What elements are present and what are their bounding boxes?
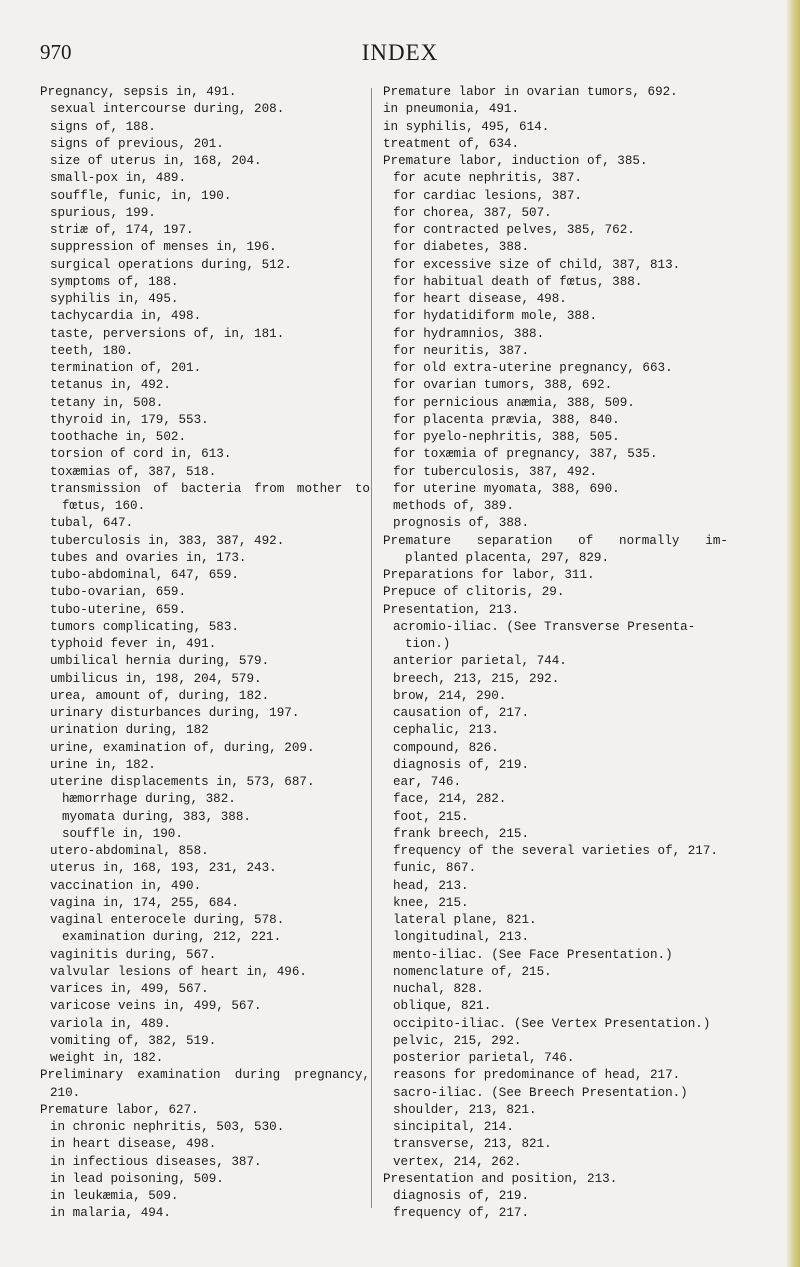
- index-heading-entry: Prepuce of clitoris, 29.: [383, 585, 565, 600]
- index-subentry: in leukæmia, 509.: [50, 1189, 179, 1203]
- index-word: pregnancy,: [294, 1068, 370, 1083]
- index-subentry: nuchal, 828.: [393, 982, 484, 996]
- index-subentry: tion.): [405, 637, 451, 651]
- index-subentry: for neuritis, 387.: [393, 343, 530, 358]
- index-subentry: head, 213.: [393, 878, 469, 893]
- index-heading-entry: in syphilis, 495, 614.: [383, 119, 550, 134]
- index-subentry: tubes and ovaries in, 173.: [50, 550, 247, 565]
- index-subentry: signs of previous, 201.: [50, 136, 224, 151]
- index-column-left: [40, 84, 370, 1223]
- index-subentry: frank breech, 215.: [393, 826, 530, 841]
- index-subentry: tuberculosis in, 383, 387, 492.: [50, 533, 285, 548]
- index-subentry: suppression of menses in, 196.: [50, 240, 277, 255]
- index-subentry: thyroid in, 179, 553.: [50, 412, 209, 427]
- index-subentry: valvular lesions of heart in, 496.: [50, 964, 307, 979]
- index-column-right: [383, 84, 728, 1223]
- index-subentry: vagina in, 174, 255, 684.: [50, 895, 239, 910]
- index-subentry: lateral plane, 821.: [393, 913, 537, 927]
- index-subentry: diagnosis of, 219.: [393, 1189, 530, 1203]
- index-word: Preliminary: [40, 1068, 124, 1083]
- index-subentry: for acute nephritis, 387.: [393, 171, 582, 186]
- index-subentry: sincipital, 214.: [393, 1120, 514, 1134]
- index-subentry: diagnosis of, 219.: [393, 757, 530, 772]
- index-heading-entry: Presentation and position, 213.: [383, 1171, 618, 1186]
- index-subentry: tubo-abdominal, 647, 659.: [50, 568, 239, 582]
- index-subentry: in chronic nephritis, 503, 530.: [50, 1120, 285, 1134]
- index-subentry: tubal, 647.: [50, 516, 134, 531]
- index-subentry: sacro-iliac. (See Breech Presentation.): [393, 1085, 688, 1100]
- index-subentry: syphilis in, 495.: [50, 292, 179, 306]
- index-subentry: oblique, 821.: [393, 999, 492, 1014]
- index-subentry: varices in, 499, 567.: [50, 982, 209, 996]
- index-word: mother: [296, 481, 343, 496]
- index-subentry: for diabetes, 388.: [393, 240, 530, 255]
- index-subentry: ear, 746.: [393, 775, 462, 789]
- index-heading-entry: Presentation, 213.: [383, 602, 520, 617]
- index-subentry: cephalic, 213.: [393, 723, 499, 738]
- index-subentry: signs of, 188.: [50, 119, 156, 134]
- index-subentry: striæ of, 174, 197.: [50, 223, 194, 237]
- index-subentry: in lead poisoning, 509.: [50, 1171, 224, 1186]
- index-subentry: reasons for predominance of head, 217.: [393, 1068, 681, 1083]
- index-subentry: [40, 481, 370, 498]
- index-subentry: acromio-iliac. (See Transverse Presenta-: [393, 619, 696, 634]
- index-subentry: causation of, 217.: [393, 706, 530, 720]
- index-subentry: teeth, 180.: [50, 343, 134, 358]
- index-subentry: for chorea, 387, 507.: [393, 205, 552, 220]
- index-subentry: face, 214, 282.: [393, 792, 507, 807]
- index-subentry: nomenclature of, 215.: [393, 964, 552, 979]
- index-subentry: for pernicious anæmia, 388, 509.: [393, 395, 635, 410]
- index-subentry: hæmorrhage during, 382.: [62, 792, 236, 807]
- index-subentry: shoulder, 213, 821.: [393, 1102, 537, 1117]
- index-subentry: small-pox in, 489.: [50, 171, 187, 186]
- index-word: transmission: [50, 481, 141, 496]
- index-subentry: urea, amount of, during, 182.: [50, 688, 270, 703]
- index-subentry: in infectious diseases, 387.: [50, 1154, 262, 1169]
- index-subentry: for cardiac lesions, 387.: [393, 188, 582, 203]
- index-subentry: myomata during, 383, 388.: [62, 809, 251, 824]
- index-word: to: [354, 481, 370, 496]
- index-word: separation: [476, 533, 553, 548]
- index-subentry: for ovarian tumors, 388, 692.: [393, 378, 613, 393]
- index-subentry: for hydramnios, 388.: [393, 326, 545, 341]
- index-subentry: size of uterus in, 168, 204.: [50, 154, 262, 168]
- index-heading-entry: Premature labor, 627.: [40, 1102, 199, 1117]
- index-subentry: tachycardia in, 498.: [50, 309, 202, 324]
- index-word: from: [254, 481, 285, 496]
- column-divider: [371, 88, 372, 1208]
- index-subentry: surgical operations during, 512.: [50, 257, 292, 272]
- index-subentry: tubo-ovarian, 659.: [50, 585, 187, 600]
- page-number: 970: [40, 40, 72, 64]
- index-subentry: brow, 214, 290.: [393, 688, 507, 703]
- index-heading-entry: Pregnancy, sepsis in, 491.: [40, 85, 237, 99]
- index-subentry: sexual intercourse during, 208.: [50, 102, 285, 117]
- index-subentry: taste, perversions of, in, 181.: [50, 326, 285, 341]
- index-subentry: anterior parietal, 744.: [393, 654, 567, 669]
- index-subentry: urinary disturbances during, 197.: [50, 706, 300, 720]
- index-word: examination: [137, 1068, 221, 1083]
- index-subentry: in heart disease, 498.: [50, 1137, 217, 1152]
- index-subentry: urine, examination of, during, 209.: [50, 740, 315, 755]
- index-subentry: for heart disease, 498.: [393, 292, 567, 306]
- index-subentry: variola in, 489.: [50, 1016, 171, 1031]
- index-subentry: uterus in, 168, 193, 231, 243.: [50, 861, 277, 876]
- index-word: of: [153, 481, 169, 496]
- index-heading-entry: treatment of, 634.: [383, 136, 520, 151]
- index-subentry: typhoid fever in, 491.: [50, 637, 217, 651]
- index-subentry: varicose veins in, 499, 567.: [50, 999, 262, 1014]
- index-word: during: [234, 1068, 281, 1083]
- index-subentry: for uterine myomata, 388, 690.: [393, 481, 620, 496]
- index-subentry: for hydatidiform mole, 388.: [393, 309, 598, 324]
- index-subentry: souffle in, 190.: [62, 826, 183, 841]
- index-word: im-: [705, 533, 728, 548]
- index-subentry: vertex, 214, 262.: [393, 1154, 522, 1169]
- index-subentry: longitudinal, 213.: [393, 930, 530, 945]
- index-heading-entry: in pneumonia, 491.: [383, 102, 520, 117]
- index-heading-entry: [383, 533, 728, 550]
- index-subentry: spurious, 199.: [50, 205, 156, 220]
- index-subentry: tetany in, 508.: [50, 395, 164, 410]
- index-subentry: umbilicus in, 198, 204, 579.: [50, 671, 262, 686]
- page-edge-shadow: [786, 0, 800, 1267]
- index-subentry: posterior parietal, 746.: [393, 1051, 575, 1065]
- index-subentry: toothache in, 502.: [50, 430, 187, 444]
- index-subentry: frequency of the several varieties of, 217.: [393, 844, 718, 858]
- index-subentry: funic, 867.: [393, 861, 477, 876]
- index-subentry: occipito-iliac. (See Vertex Presentation.): [393, 1016, 711, 1031]
- index-subentry: knee, 215.: [393, 895, 469, 910]
- index-subentry: vaccination in, 490.: [50, 878, 202, 893]
- index-subentry: 210.: [50, 1085, 81, 1100]
- index-subentry: examination during, 212, 221.: [62, 930, 282, 945]
- index-subentry: termination of, 201.: [50, 361, 202, 375]
- index-heading-entry: Preparations for labor, 311.: [383, 568, 595, 582]
- index-subentry: fœtus, 160.: [62, 499, 146, 513]
- index-subentry: for placenta prævia, 388, 840.: [393, 412, 620, 427]
- index-subentry: foot, 215.: [393, 809, 469, 824]
- index-subentry: transverse, 213, 821.: [393, 1137, 552, 1152]
- index-subentry: vaginitis during, 567.: [50, 947, 217, 962]
- index-subentry: methods of, 389.: [393, 499, 514, 513]
- index-word: of: [578, 533, 594, 548]
- index-subentry: pelvic, 215, 292.: [393, 1033, 522, 1048]
- index-subentry: umbilical hernia during, 579.: [50, 654, 270, 669]
- index-subentry: for excessive size of child, 387, 813.: [393, 257, 681, 272]
- index-subentry: vomiting of, 382, 519.: [50, 1033, 217, 1048]
- index-subentry: for pyelo-nephritis, 388, 505.: [393, 430, 620, 444]
- page-title: INDEX: [361, 40, 439, 65]
- index-subentry: symptoms of, 188.: [50, 274, 179, 289]
- index-word: normally: [619, 533, 680, 548]
- index-word: Premature: [383, 533, 452, 548]
- index-subentry: vaginal enterocele during, 578.: [50, 913, 285, 927]
- index-subentry: for old extra-uterine pregnancy, 663.: [393, 361, 673, 375]
- index-subentry: weight in, 182.: [50, 1051, 164, 1065]
- index-subentry: prognosis of, 388.: [393, 516, 530, 531]
- index-subentry: urine in, 182.: [50, 757, 156, 772]
- index-subentry: uterine displacements in, 573, 687.: [50, 775, 315, 789]
- index-subentry: breech, 213, 215, 292.: [393, 671, 560, 686]
- index-subentry: tubo-uterine, 659.: [50, 602, 187, 617]
- index-subentry: for toxæmia of pregnancy, 387, 535.: [393, 447, 658, 462]
- index-subentry: frequency of, 217.: [393, 1206, 530, 1221]
- index-subentry: planted placenta, 297, 829.: [405, 550, 610, 565]
- index-subentry: toxæmias of, 387, 518.: [50, 464, 217, 479]
- index-subentry: urination during, 182: [50, 723, 209, 738]
- index-subentry: for habitual death of fœtus, 388.: [393, 274, 643, 289]
- index-subentry: in malaria, 494.: [50, 1206, 171, 1221]
- index-word: bacteria: [181, 481, 242, 496]
- index-subentry: utero-abdominal, 858.: [50, 844, 209, 858]
- index-subentry: for tuberculosis, 387, 492.: [393, 464, 598, 479]
- index-subentry: torsion of cord in, 613.: [50, 447, 232, 462]
- index-heading-entry: Premature labor in ovarian tumors, 692.: [383, 85, 678, 99]
- index-heading-entry: [40, 1067, 370, 1084]
- index-subentry: tumors complicating, 583.: [50, 619, 239, 634]
- index-subentry: souffle, funic, in, 190.: [50, 188, 232, 203]
- index-heading-entry: Premature labor, induction of, 385.: [383, 154, 648, 168]
- page-header: [0, 40, 800, 70]
- index-subentry: compound, 826.: [393, 740, 499, 755]
- index-subentry: tetanus in, 492.: [50, 378, 171, 393]
- index-subentry: for contracted pelves, 385, 762.: [393, 223, 635, 237]
- index-subentry: mento-iliac. (See Face Presentation.): [393, 947, 673, 962]
